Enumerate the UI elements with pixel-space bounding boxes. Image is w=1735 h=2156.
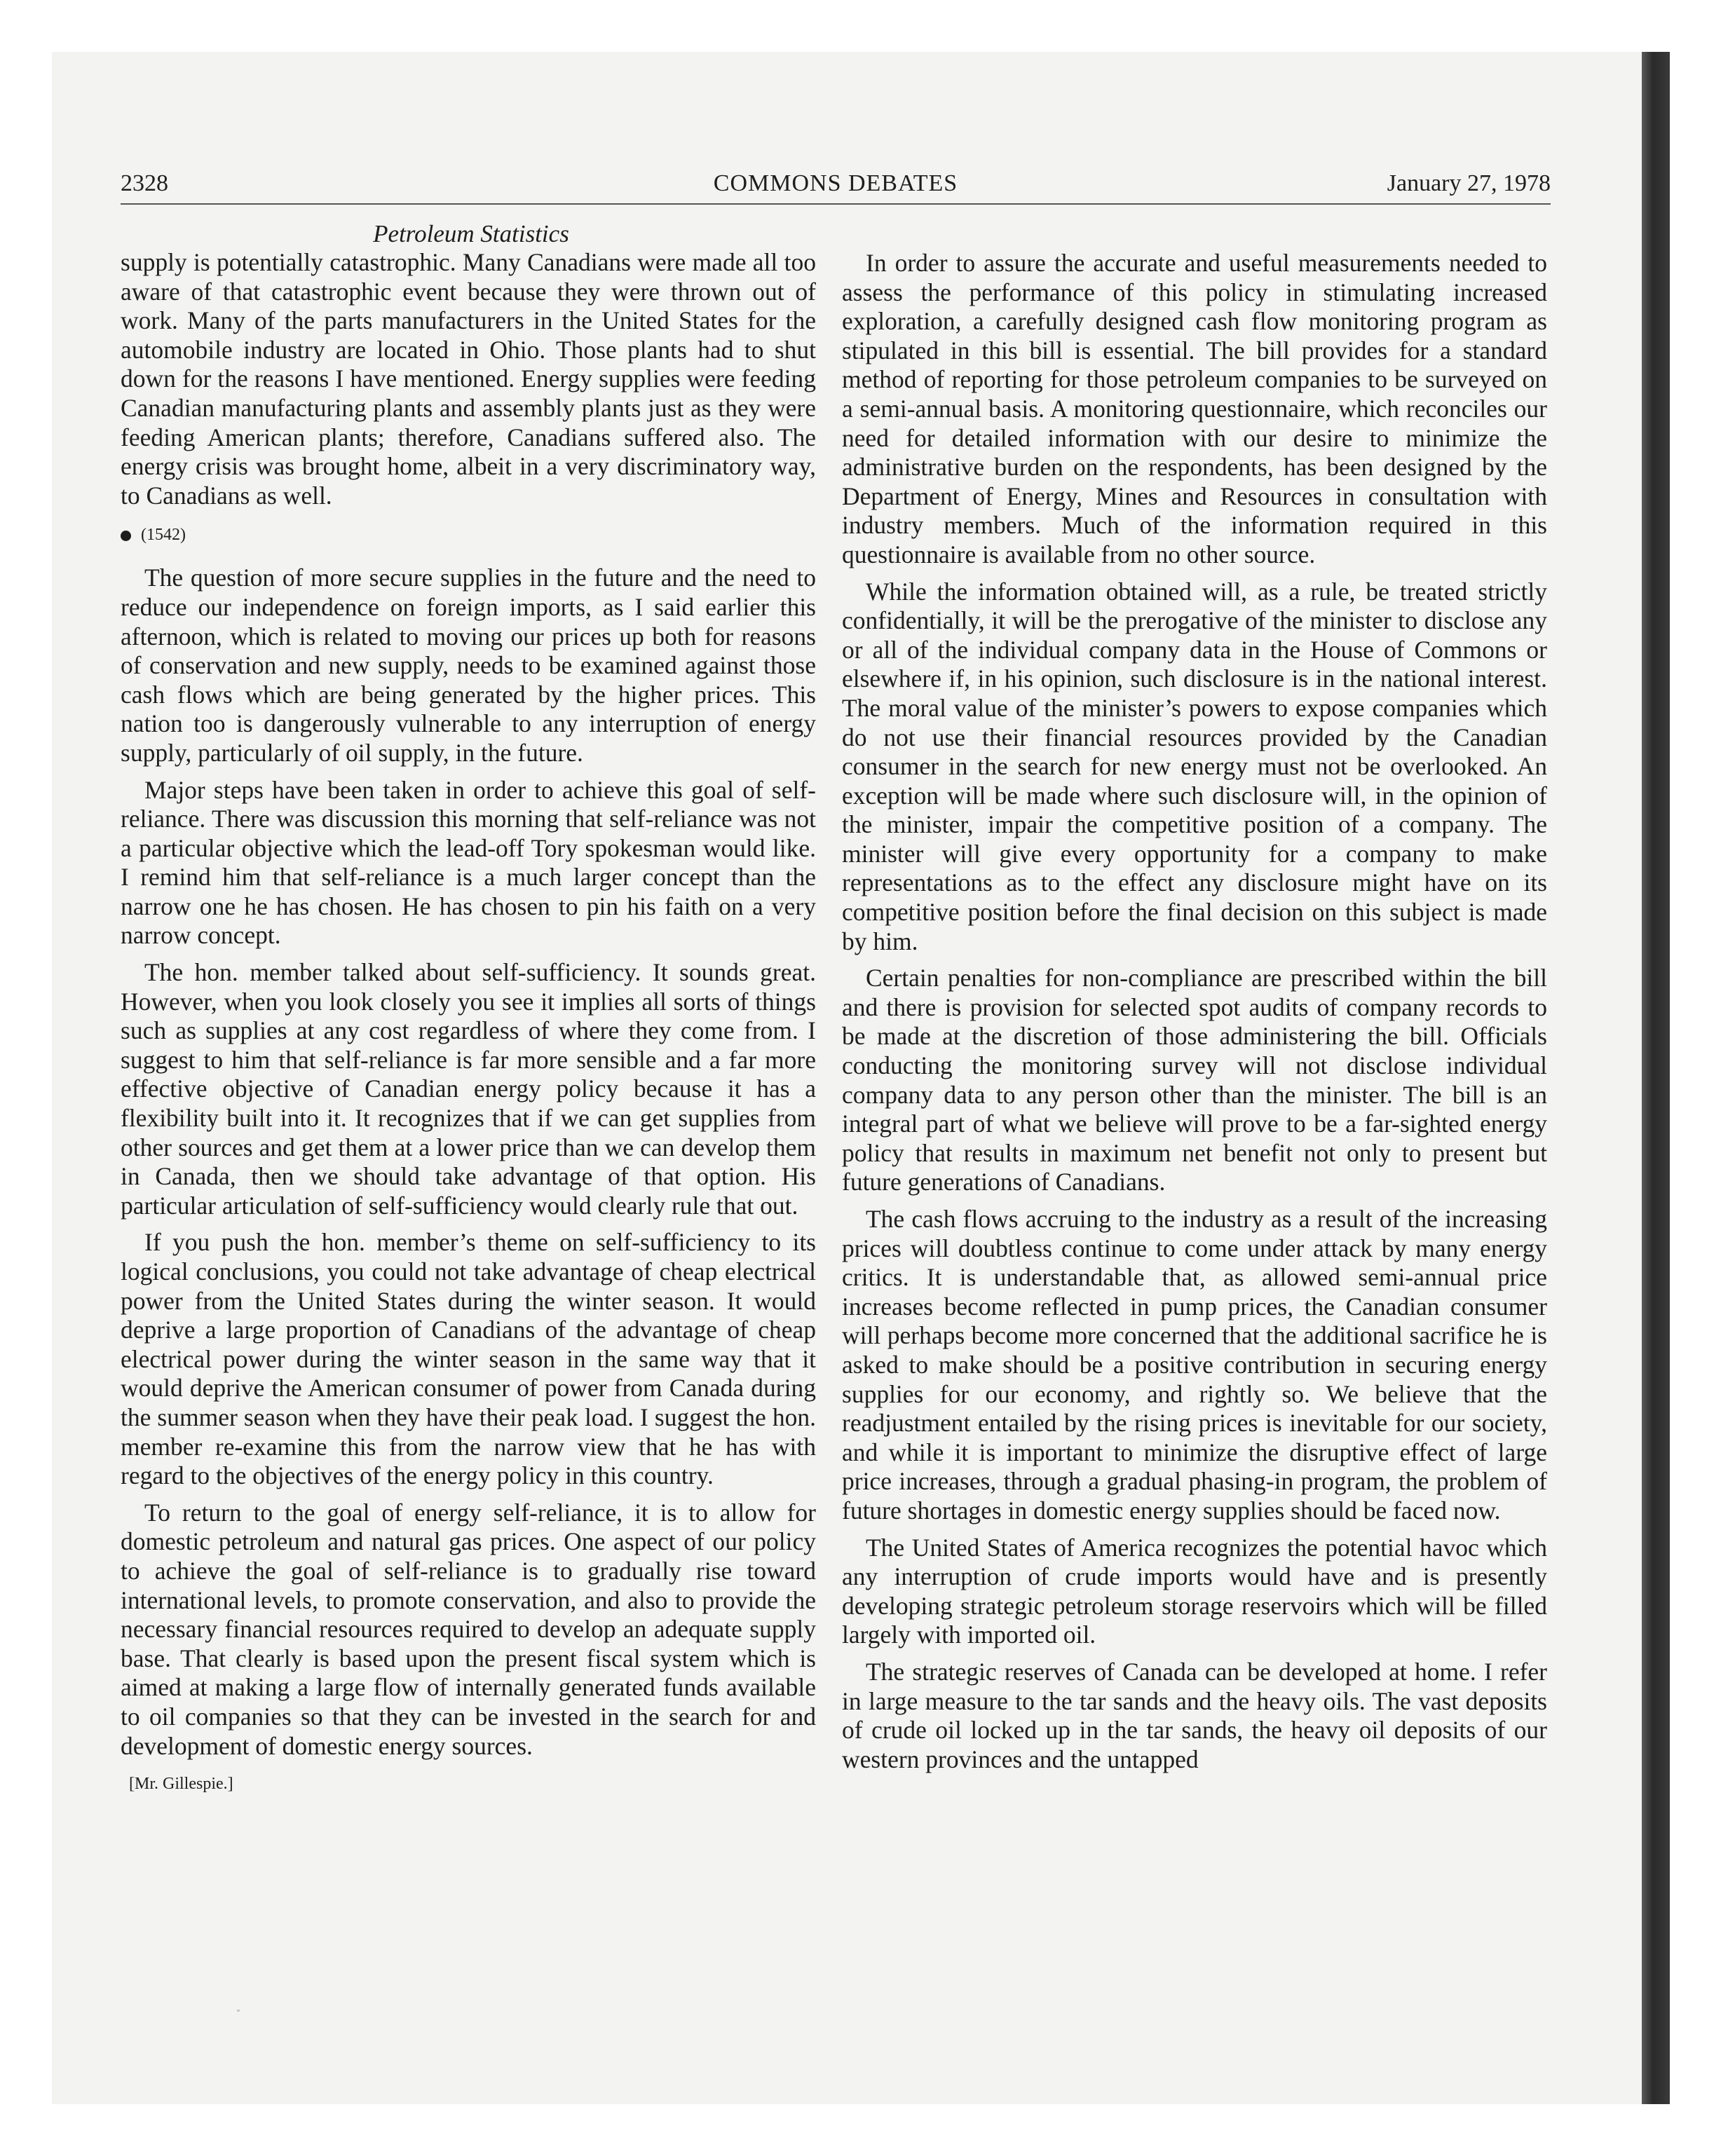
paragraph: The hon. member talked about self-sufficiency. It sounds great. However, when you look closely you see it implies all sorts of things such as supplies at any cost regardless of where they come from. I suggest to him that self-reliance is far more sensible and a far more effective objective of Canadian energy policy because it has a flexibility built into it. It recognizes that if we can get supplies from other sources and get them at a lower price than we can develop them in Canada, then we should take advantage of that option. His particular articulation of self-sufficiency would clearly rule that out.	[121, 958, 816, 1220]
page-header	[121, 165, 1551, 202]
bullet-icon	[121, 531, 131, 541]
publication-title: COMMONS DEBATES	[713, 170, 958, 196]
paragraph: If you push the hon. member’s theme on self-sufficiency to its logical conclusions, you could not take advantage of cheap electrical power from the United States during the winter season. It would deprive a large proportion of Canadians of the advantage of cheap electrical power during the winter season in the same way that it would deprive the American consumer of power from Canada during the summer season when they have their peak load. I suggest the hon. member re-examine this from the narrow view that he has with regard to the objectives of the energy policy in this country.	[121, 1228, 816, 1490]
paragraph: The strategic reserves of Canada can be developed at home. I refer in large measure to the tar sands and the heavy oils. The vast deposits of crude oil locked up in the tar sands, the heavy oil deposits of our western provinces and the untapped	[842, 1657, 1547, 1773]
header-rule	[121, 203, 1551, 205]
paragraph: supply is potentially catastrophic. Many Canadians were made all too aware of that catastrophic event because they were thrown out of work. Many of the parts manufacturers in the United States for the automobile industry are located in Ohio. Those plants had to shut down for the reasons I have mentioned. Energy supplies were feeding Canadian manufacturing plants and assembly plants just as they were feeding American plants; therefore, Canadians suffered also. The energy crisis was brought home, albeit in a very discriminatory way, to Canadians as well.	[121, 248, 816, 510]
publication-date: January 27, 1978	[1387, 170, 1551, 196]
time-marker-label: (1542)	[141, 526, 186, 545]
subject-heading: Petroleum Statistics	[373, 220, 569, 247]
paragraph: The United States of America recognizes the potential havoc which any interruption of crude imports would have and is presently developing strategic petroleum storage reservoirs which will be filled largely with imported oil.	[842, 1533, 1547, 1649]
left-column	[121, 248, 816, 1794]
paragraph: The cash flows accruing to the industry as a result of the increasing prices will doubtless continue to come under attack by many energy critics. It is understandable that, as allowed semi-annual price increases become reflected in pump prices, the Canadian consumer will perhaps become more concerned that the additional sacrifice he is asked to make should be a positive contribution in securing energy supplies for our economy, and rightly so. We believe that the readjustment entailed by the rising prices is inevitable for our society, and while it is important to minimize the disruptive effect of large price increases, through a gradual phasing-in program, the problem of future shortages in domestic energy supplies should be faced now.	[842, 1205, 1547, 1524]
speaker-signoff: [Mr. Gillespie.]	[129, 1775, 233, 1794]
scan-speck	[237, 2010, 240, 2012]
paragraph: Major steps have been taken in order to achieve this goal of self-reliance. There was discussion this morning that self-reliance was not a particular objective which the lead-off Tory spokesman would like. I remind him that self-reliance is a much larger concept than the narrow one he has chosen. He has chosen to pin his faith on a very narrow concept.	[121, 775, 816, 950]
binding-edge	[1642, 52, 1670, 2104]
page-number: 2328	[121, 170, 168, 196]
paragraph: While the information obtained will, as a rule, be treated strictly confidentially, it will be the prerogative of the minister to disclose any or all of the individual company data in the House of Commons or elsewhere if, in his opinion, such disclosure is in the national interest. The moral value of the minister’s powers to expose companies which do not use their financial resources provided by the Canadian consumer in the search for new energy must not be overlooked. An exception will be made where such disclosure will, in the opinion of the minister, impair the competitive position of a company. The minister will give every opportunity for a company to make representations as to the effect any disclosure might have on its competitive position before the final decision on this subject is made by him.	[842, 577, 1547, 955]
paragraph: In order to assure the accurate and useful measurements needed to assess the performance of this policy in stimulating increased exploration, a carefully designed cash flow monitoring program as stipulated in this bill is essential. The bill provides for a standard method of reporting for those petroleum companies to be surveyed on a semi-annual basis. A monitoring questionnaire, which reconciles our need for detailed information with our desire to minimize the administrative burden on the respondents, has been designed by the Department of Energy, Mines and Resources in consultation with industry members. Much of the information required in this questionnaire is available from no other source.	[842, 249, 1547, 568]
time-marker	[121, 524, 816, 545]
paragraph: The question of more secure supplies in the future and the need to reduce our independence on foreign imports, as I said earlier this afternoon, which is related to moving our prices up both for reasons of conservation and new supply, needs to be examined against those cash flows which are being generated by the higher prices. This nation too is dangerously vulnerable to any interruption of energy supply, particularly of oil supply, in the future.	[121, 564, 816, 767]
paragraph: Certain penalties for non-compliance are prescribed within the bill and there is provision for selected spot audits of company records to be made at the discretion of those administering the bill. Officials conducting the monitoring survey will not disclose individual company data to any person other than the minister. The bill is an integral part of what we believe will prove to be a far-sighted energy policy that results in maximum net benefit not only to present but future generations of Canadians.	[842, 964, 1547, 1196]
right-column	[842, 249, 1547, 1782]
paragraph: To return to the goal of energy self-reliance, it is to allow for domestic petroleum and natural gas prices. One aspect of our policy to achieve the goal of self-reliance is to gradually rise toward international levels, to promote conservation, and also to provide the necessary financial resources required to develop an adequate supply base. That clearly is based upon the present fiscal system which is aimed at making a large flow of internally generated funds available to oil companies so that they can be invested in the search for and development of domestic energy sources.	[121, 1498, 816, 1760]
